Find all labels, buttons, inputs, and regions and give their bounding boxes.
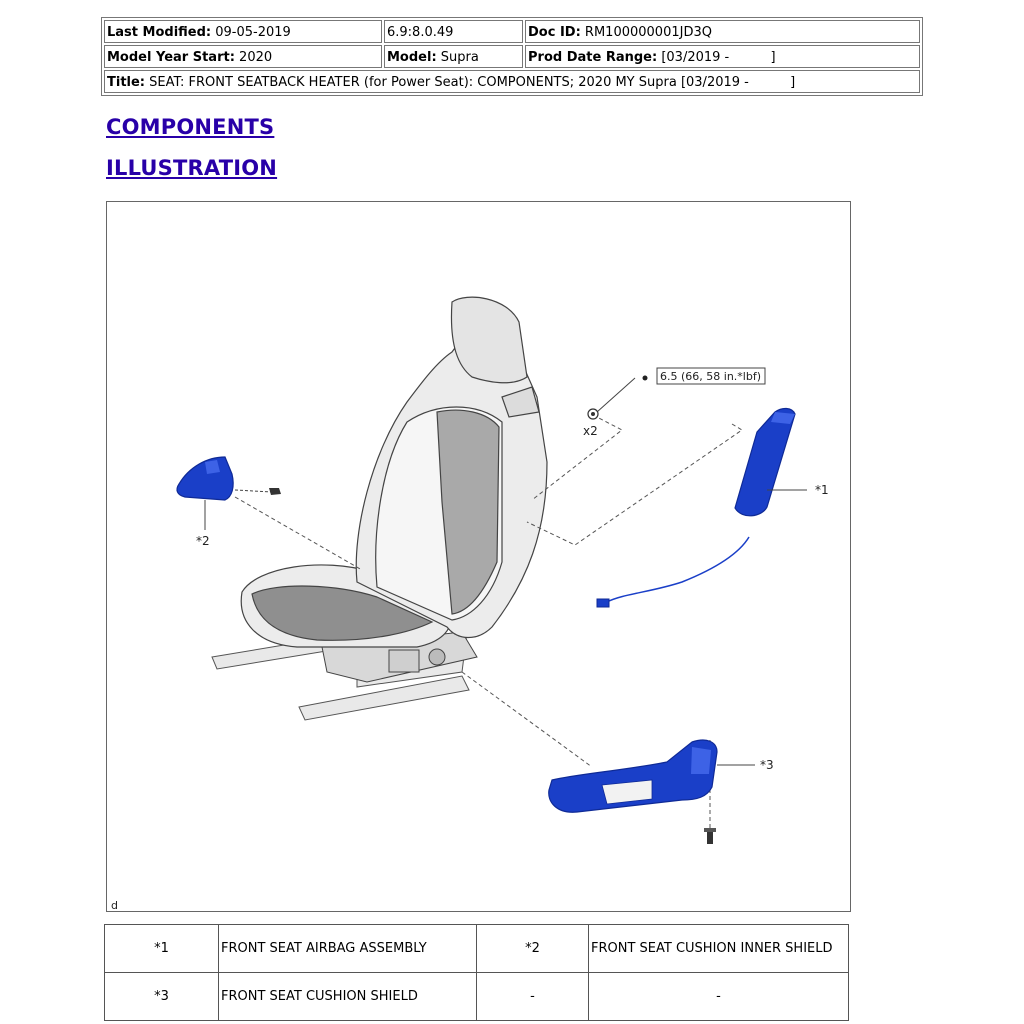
bolt-icon [707, 830, 713, 844]
prod-date-label: Prod Date Range: [528, 49, 658, 65]
model-value: Supra [440, 49, 479, 65]
torque-spec-callout [583, 368, 765, 438]
legend-table [104, 924, 849, 1021]
legend-ref: *2 [477, 925, 589, 973]
header-row-2 [104, 45, 920, 68]
title-label: Title: [107, 74, 146, 90]
model-year-label: Model Year Start: [107, 49, 235, 65]
document-header-table [101, 17, 923, 96]
illustration-drawing [107, 202, 852, 913]
legend-part-name: FRONT SEAT CUSHION SHIELD [219, 973, 477, 1021]
last-modified-label: Last Modified: [107, 24, 212, 40]
header-row-3 [104, 70, 920, 93]
callout-2-label: *2 [196, 534, 210, 548]
legend-part-name: FRONT SEAT CUSHION INNER SHIELD [589, 925, 849, 973]
last-modified-value: 09-05-2019 [215, 24, 291, 40]
model-year-value: 2020 [239, 49, 273, 65]
front-seat-airbag-assembly-part [597, 408, 829, 607]
prod-date-cell [525, 45, 920, 68]
header-row-1 [104, 20, 920, 43]
callout-3-label: *3 [760, 758, 774, 772]
components-heading-link[interactable]: COMPONENTS [106, 115, 275, 139]
title-value: SEAT: FRONT SEATBACK HEATER (for Power Seat): COMPONENTS; 2020 MY Supra [03/2019 - ] [149, 74, 796, 90]
doc-id-value: RM100000001JD3Q [584, 24, 712, 40]
screw-leader [235, 490, 272, 492]
legend-ref: *1 [105, 925, 219, 973]
illustration-heading-link[interactable]: ILLUSTRATION [106, 156, 278, 180]
version-value: 6.9:8.0.49 [387, 24, 454, 40]
legend-row [105, 973, 849, 1021]
legend-row [105, 925, 849, 973]
model-year-cell [104, 45, 382, 68]
legend-part-name: FRONT SEAT AIRBAG ASSEMBLY [219, 925, 477, 973]
torque-spec-text: 6.5 (66, 58 in.*lbf) [660, 370, 761, 383]
front-seat-cushion-shield-part [549, 740, 774, 844]
doc-id-label: Doc ID: [528, 24, 581, 40]
legend-ref: - [477, 973, 589, 1021]
corner-letter: d [111, 899, 118, 912]
last-modified-cell [104, 20, 382, 43]
screw-icon [269, 488, 281, 495]
legend-ref: *3 [105, 973, 219, 1021]
callout-1-label: *1 [815, 483, 829, 497]
seatback [356, 297, 547, 637]
model-cell [384, 45, 523, 68]
torque-leader [597, 378, 635, 412]
torque-dot-icon [643, 376, 648, 381]
version-cell [384, 20, 523, 43]
front-seat-cushion-inner-shield-part [177, 457, 281, 548]
quantity-text: x2 [583, 424, 598, 438]
airbag-connector-icon [597, 599, 609, 607]
title-cell [104, 70, 920, 93]
model-label: Model: [387, 49, 437, 65]
component-illustration [106, 201, 851, 912]
nut-center-icon [591, 412, 595, 416]
prod-date-value: [03/2019 - ] [661, 49, 776, 65]
doc-id-cell [525, 20, 920, 43]
legend-part-name: - [589, 973, 849, 1021]
